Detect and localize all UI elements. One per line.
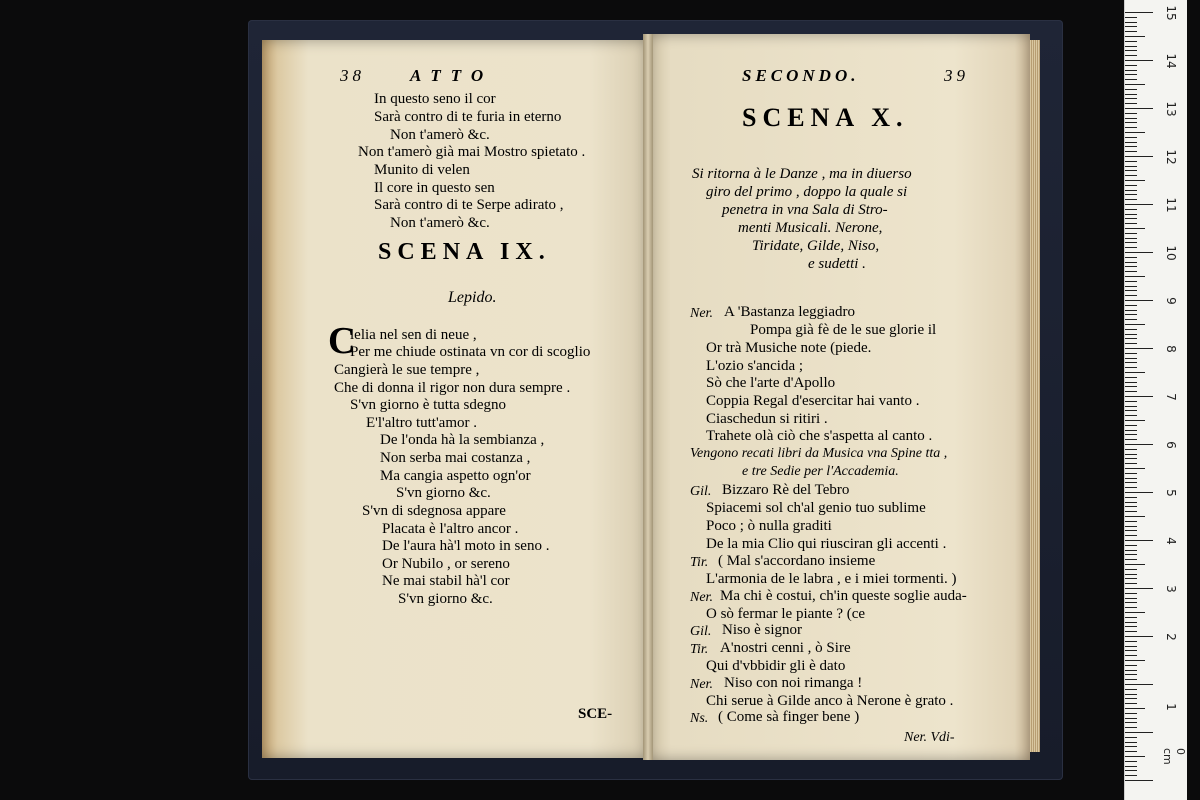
right-running-head: SECONDO. — [742, 66, 860, 85]
ruler-tick — [1125, 636, 1153, 637]
dialogue-line: L'ozio s'ancida ; — [706, 358, 804, 374]
ruler-tick — [1125, 718, 1137, 719]
dialogue-line: Or trà Musiche note (piede. — [706, 340, 872, 356]
verse-line: Per me chiude ostinata vn cor di scoglio — [350, 344, 591, 360]
ruler-tick — [1125, 238, 1137, 239]
ruler-tick — [1125, 478, 1137, 479]
ruler-tick — [1125, 473, 1137, 474]
verse-line: Cangierà le sue tempre , — [334, 362, 480, 378]
ruler-tick — [1125, 391, 1137, 392]
ruler-tick — [1125, 257, 1137, 258]
ruler-tick — [1125, 137, 1137, 138]
dialogue-line: Niso con noi rimanga ! — [724, 675, 863, 691]
ruler-tick — [1125, 655, 1137, 656]
ruler-tick — [1125, 276, 1145, 277]
speaker-label: Tir. — [690, 642, 709, 657]
ruler-tick — [1125, 732, 1153, 733]
ruler-tick — [1125, 694, 1137, 695]
ruler-tick — [1125, 415, 1137, 416]
speaker-label: Ns. — [690, 711, 709, 726]
ruler-tick — [1125, 218, 1137, 219]
verse-line: Sarà contro di te furia in eterno — [374, 109, 562, 125]
ruler-tick — [1125, 530, 1137, 531]
scene-heading-ix: SCENA IX. — [378, 239, 551, 265]
speaker-label: Ner. — [690, 677, 713, 692]
ruler-tick — [1125, 17, 1137, 18]
ruler-tick — [1125, 703, 1137, 704]
ruler-tick — [1125, 70, 1137, 71]
ruler-tick — [1125, 122, 1137, 123]
ruler-tick — [1125, 36, 1145, 37]
ruler-tick — [1125, 420, 1145, 421]
ruler-tick — [1125, 271, 1137, 272]
ruler-tick — [1125, 310, 1137, 311]
ruler-tick — [1125, 545, 1137, 546]
ruler-tick — [1125, 146, 1137, 147]
speaker-label: Ner. — [690, 590, 713, 605]
ruler-tick — [1125, 492, 1153, 493]
ruler-label: 12 — [1164, 149, 1178, 165]
ruler-tick — [1125, 118, 1137, 119]
ruler-tick — [1125, 305, 1137, 306]
stage-direction-line: giro del primo , doppo la quale si — [706, 184, 908, 200]
ruler-tick — [1125, 300, 1153, 301]
ruler-tick — [1125, 161, 1137, 162]
dialogue-line: Trahete olà ciò che s'aspetta al canto . — [706, 428, 933, 444]
ruler-tick — [1125, 170, 1137, 171]
ruler-tick — [1125, 574, 1137, 575]
ruler-label: 14 — [1164, 53, 1178, 69]
ruler-tick — [1125, 468, 1145, 469]
ruler-tick — [1125, 247, 1137, 248]
ruler-tick — [1125, 175, 1137, 176]
ruler-tick — [1125, 516, 1145, 517]
ruler-tick — [1125, 554, 1137, 555]
ruler-tick — [1125, 689, 1137, 690]
ruler-tick — [1125, 746, 1137, 747]
ruler-label: 2 — [1164, 633, 1178, 641]
ruler-tick — [1125, 185, 1137, 186]
ruler-label: 8 — [1164, 345, 1178, 353]
dialogue-line: L'armonia de le labra , e i miei tormenti. ) — [706, 571, 957, 587]
ruler-tick — [1125, 665, 1137, 666]
verse-line: Ma cangia aspetto ogn'or — [380, 468, 531, 484]
ruler-label: 3 — [1164, 585, 1178, 593]
ruler-tick — [1125, 151, 1137, 152]
ruler-tick — [1125, 372, 1145, 373]
speaker-label: Gil. — [690, 484, 712, 499]
ruler-tick — [1125, 458, 1137, 459]
ruler-tick — [1125, 22, 1137, 23]
page-edges — [1030, 40, 1040, 752]
ruler-tick — [1125, 84, 1145, 85]
verse-line: Placata è l'altro ancor . — [382, 521, 519, 537]
ruler-tick — [1125, 74, 1137, 75]
verse-line: De l'aura hà'l moto in seno . — [382, 538, 550, 554]
verse-line: Sarà contro di te Serpe adirato , — [374, 197, 564, 213]
ruler-tick — [1125, 674, 1137, 675]
ruler-tick — [1125, 593, 1137, 594]
left-catchword: SCE- — [578, 706, 613, 722]
ruler-tick — [1125, 94, 1137, 95]
ruler-tick — [1125, 401, 1137, 402]
stage-direction-line: penetra in vna Sala di Stro- — [722, 202, 888, 218]
dialogue-line: Pompa già fè de le sue glorie il — [750, 322, 937, 338]
ruler-tick — [1125, 252, 1153, 253]
ruler-tick — [1125, 156, 1153, 157]
ruler-tick — [1125, 602, 1137, 603]
verse-line: Ne mai stabil hà'l cor — [382, 573, 510, 589]
ruler-tick — [1125, 679, 1137, 680]
dialogue-line: Bizzaro Rè del Tebro — [722, 482, 850, 498]
ruler-tick — [1125, 60, 1153, 61]
ruler-tick — [1125, 430, 1137, 431]
dialogue-line: A 'Bastanza leggiadro — [724, 304, 855, 320]
ruler-tick — [1125, 12, 1153, 13]
ruler-tick — [1125, 439, 1137, 440]
left-page-number: 38 — [340, 66, 365, 85]
ruler-tick — [1125, 550, 1137, 551]
ruler-tick — [1125, 780, 1153, 781]
speaker-label: Gil. — [690, 624, 712, 639]
ruler-tick — [1125, 756, 1145, 757]
ruler-tick — [1125, 650, 1137, 651]
verse-line: S'vn giorno &c. — [396, 485, 491, 501]
stage-direction-line: e tre Sedie per l'Accademia. — [742, 464, 899, 479]
dialogue-line: Ma chi è costui, ch'in queste soglie auda- — [720, 588, 967, 604]
ruler-tick — [1125, 214, 1137, 215]
ruler-tick — [1125, 65, 1137, 66]
ruler-tick — [1125, 684, 1153, 685]
verse-line: E'l'altro tutt'amor . — [366, 415, 477, 431]
speaker-label: Tir. — [690, 555, 709, 570]
dialogue-line: O sò fermar le piante ? (ce — [706, 606, 866, 622]
ruler-tick — [1125, 449, 1137, 450]
dialogue-line: A'nostri cenni , ò Sire — [720, 640, 851, 656]
stage-direction-line: Vengono recati libri da Musica vna Spine tta , — [690, 446, 948, 461]
ruler-tick — [1125, 190, 1137, 191]
verse-line: De l'onda hà la sembianza , — [380, 432, 545, 448]
ruler-tick — [1125, 334, 1137, 335]
ruler-tick — [1125, 660, 1145, 661]
ruler-tick — [1125, 382, 1137, 383]
ruler-tick — [1125, 324, 1145, 325]
ruler-tick — [1125, 588, 1153, 589]
ruler-tick — [1125, 521, 1137, 522]
ruler-tick — [1125, 329, 1137, 330]
ruler-tick — [1125, 281, 1137, 282]
verse-line: Non t'amerò &c. — [390, 215, 490, 231]
ruler-tick — [1125, 511, 1137, 512]
ruler-tick — [1125, 386, 1137, 387]
ruler-tick — [1125, 319, 1137, 320]
ruler-tick — [1125, 454, 1137, 455]
ruler-tick — [1125, 761, 1137, 762]
verse-line: Che di donna il rigor non dura sempre . — [334, 380, 571, 396]
ruler-tick — [1125, 535, 1137, 536]
ruler-label: 15 — [1164, 5, 1178, 21]
ruler-label: 1 — [1164, 703, 1178, 711]
verse-line: S'vn di sdegnosa appare — [362, 503, 506, 519]
verse-line: Non t'amerò &c. — [390, 127, 490, 143]
dialogue-line: Qui d'vbbidir gli è dato — [706, 658, 846, 674]
ruler-tick — [1125, 113, 1137, 114]
ruler-tick — [1125, 713, 1137, 714]
dialogue-line: ( Come sà finger bene ) — [718, 709, 860, 725]
ruler-tick — [1125, 362, 1137, 363]
verse-line: Non serba mai costanza , — [380, 450, 531, 466]
ruler-tick — [1125, 98, 1137, 99]
ruler-tick — [1125, 607, 1137, 608]
dialogue-line: Chi serue à Gilde anco à Nerone è grato . — [706, 693, 954, 709]
ruler-tick — [1125, 194, 1137, 195]
ruler-tick — [1125, 502, 1137, 503]
verse-line: Or Nubilo , or sereno — [382, 556, 510, 572]
ruler-tick — [1125, 722, 1137, 723]
ruler-label: 5 — [1164, 489, 1178, 497]
dialogue-line: Spiacemi sol ch'al genio tuo sublime — [706, 500, 926, 516]
ruler-tick — [1125, 228, 1145, 229]
ruler-tick — [1125, 670, 1137, 671]
ruler-tick — [1125, 617, 1137, 618]
dialogue-line: Ciaschedun si ritiri . — [706, 411, 828, 427]
ruler-tick — [1125, 41, 1137, 42]
right-catchword: Ner. Vdi- — [904, 730, 955, 745]
ruler-tick — [1125, 406, 1137, 407]
stage-direction-line: Si ritorna à le Danze , ma in diuerso — [692, 166, 912, 182]
ruler-tick — [1125, 262, 1137, 263]
stage-direction-line: menti Musicali. Nerone, — [738, 220, 883, 236]
measurement-ruler — [1124, 0, 1187, 800]
ruler-tick — [1125, 737, 1137, 738]
ruler-tick — [1125, 698, 1137, 699]
right-page-number: 39 — [944, 66, 969, 85]
ruler-tick — [1125, 290, 1137, 291]
ruler-tick — [1125, 727, 1137, 728]
ruler-tick — [1125, 166, 1137, 167]
ruler-tick — [1125, 434, 1137, 435]
stage-direction-line: Tiridate, Gilde, Niso, — [752, 238, 880, 254]
ruler-tick — [1125, 410, 1137, 411]
ruler-label: 6 — [1164, 441, 1178, 449]
ruler-tick — [1125, 622, 1137, 623]
ruler-tick — [1125, 487, 1137, 488]
ruler-tick — [1125, 583, 1137, 584]
ruler-tick — [1125, 425, 1137, 426]
ruler-tick — [1125, 612, 1145, 613]
ruler-tick — [1125, 338, 1137, 339]
ruler-tick — [1125, 295, 1137, 296]
ruler-tick — [1125, 343, 1137, 344]
scene-heading-x: SCENA X. — [742, 103, 909, 132]
ruler-tick — [1125, 708, 1145, 709]
ruler-label: 11 — [1164, 197, 1178, 213]
ruler-tick — [1125, 367, 1137, 368]
speaker-label: Ner. — [690, 306, 713, 321]
verse-line: Il core in questo sen — [374, 180, 495, 196]
ruler-tick — [1125, 751, 1137, 752]
ruler-tick — [1125, 314, 1137, 315]
ruler-tick — [1125, 766, 1137, 767]
ruler-unit: 0 cm — [1161, 748, 1187, 765]
ruler-tick — [1125, 482, 1137, 483]
ruler-tick — [1125, 770, 1137, 771]
verse-line: S'vn giorno è tutta sdegno — [350, 397, 507, 413]
ruler-tick — [1125, 204, 1153, 205]
ruler-tick — [1125, 377, 1137, 378]
ruler-label: 4 — [1164, 537, 1178, 545]
verse-line: In questo seno il cor — [374, 91, 496, 107]
dialogue-line: Poco ; ò nulla graditi — [706, 518, 832, 534]
ruler-tick — [1125, 598, 1137, 599]
dialogue-line: ( Mal s'accordano insieme — [718, 553, 876, 569]
ruler-tick — [1125, 26, 1137, 27]
ruler-label: 10 — [1164, 245, 1178, 261]
dialogue-line: Coppia Regal d'esercitar hai vanto . — [706, 393, 920, 409]
ruler-tick — [1125, 526, 1137, 527]
ruler-tick — [1125, 564, 1145, 565]
ruler-tick — [1125, 626, 1137, 627]
ruler-tick — [1125, 444, 1153, 445]
ruler-tick — [1125, 142, 1137, 143]
ruler-tick — [1125, 223, 1137, 224]
ruler-tick — [1125, 641, 1137, 642]
dialogue-line: De la mia Clio qui riusciran gli accenti . — [706, 536, 947, 552]
ruler-tick — [1125, 463, 1137, 464]
left-running-head: ATTO — [410, 66, 494, 85]
ruler-tick — [1125, 89, 1137, 90]
ruler-tick — [1125, 506, 1137, 507]
ruler-tick — [1125, 50, 1137, 51]
drop-cap: C — [328, 320, 356, 362]
ruler-tick — [1125, 242, 1137, 243]
ruler-tick — [1125, 266, 1137, 267]
ruler-tick — [1125, 209, 1137, 210]
ruler-tick — [1125, 79, 1137, 80]
ruler-tick — [1125, 31, 1137, 32]
ruler-tick — [1125, 742, 1137, 743]
ruler-tick — [1125, 286, 1137, 287]
ruler-tick — [1125, 353, 1137, 354]
ruler-tick — [1125, 348, 1153, 349]
ruler-label: 9 — [1164, 297, 1178, 305]
ruler-tick — [1125, 132, 1145, 133]
ruler-tick — [1125, 103, 1137, 104]
ruler-tick — [1125, 233, 1137, 234]
ruler-tick — [1125, 396, 1153, 397]
ruler-tick — [1125, 358, 1137, 359]
dialogue-line: Sò che l'arte d'Apollo — [706, 375, 836, 391]
ruler-tick — [1125, 569, 1137, 570]
dialogue-line: Niso è signor — [722, 622, 802, 638]
verse-line: Munito di velen — [374, 162, 470, 178]
ruler-label: 13 — [1164, 101, 1178, 117]
ruler-tick — [1125, 199, 1137, 200]
ruler-tick — [1125, 578, 1137, 579]
ruler-tick — [1125, 631, 1137, 632]
ruler-tick — [1125, 108, 1153, 109]
stage-direction-line: e sudetti . — [808, 256, 866, 272]
character-name: Lepido. — [448, 289, 497, 306]
ruler-tick — [1125, 646, 1137, 647]
ruler-label: 7 — [1164, 393, 1178, 401]
ruler-tick — [1125, 180, 1145, 181]
ruler-tick — [1125, 46, 1137, 47]
verse-line: Non t'amerò già mai Mostro spietato . — [358, 144, 586, 160]
ruler-tick — [1125, 540, 1153, 541]
ruler-tick — [1125, 55, 1137, 56]
book-gutter — [643, 34, 653, 760]
ruler-tick — [1125, 559, 1137, 560]
verse-line: lelia nel sen di neue , — [350, 327, 477, 343]
verse-line: S'vn giorno &c. — [398, 591, 493, 607]
ruler-tick — [1125, 497, 1137, 498]
ruler-tick — [1125, 775, 1137, 776]
ruler-tick — [1125, 127, 1137, 128]
